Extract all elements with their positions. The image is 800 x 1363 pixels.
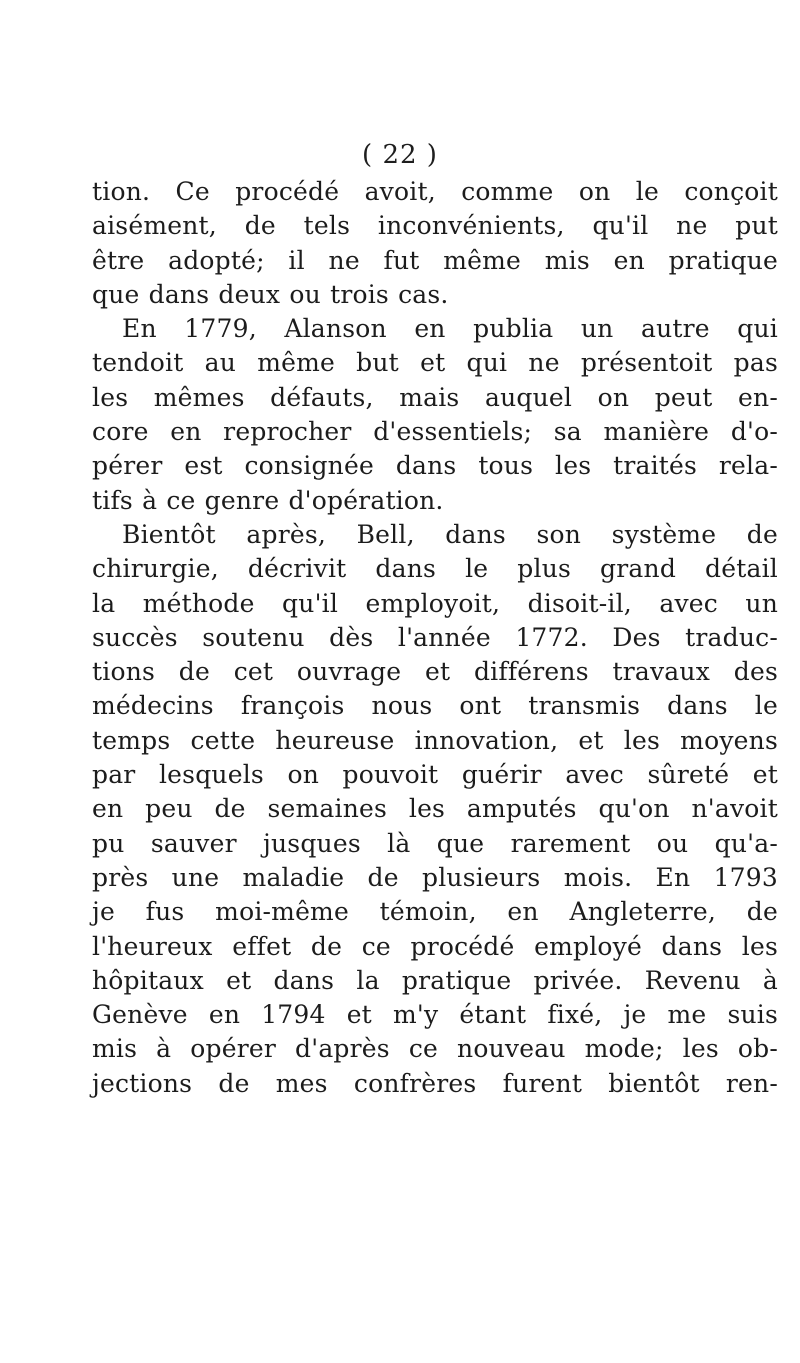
text-line: tendoit au même but et qui ne présentoit pas	[92, 348, 778, 378]
text-line: pérer est consignée dans tous les traités rela-	[92, 451, 778, 481]
text-line: hôpitaux et dans la pratique privée. Revenu à	[92, 965, 778, 995]
text-line: Bientôt après, Bell, dans son système de	[122, 519, 778, 549]
text-line: En 1779, Alanson en publia un autre qui	[122, 314, 778, 344]
text-line: mis à opérer d'après ce nouveau mode; les ob-	[92, 1034, 778, 1064]
text-line: par lesquels on pouvoit guérir avec sûreté et	[92, 760, 778, 790]
text-line: chirurgie, décrivit dans le plus grand détail	[92, 554, 778, 584]
text-line: médecins françois nous ont transmis dans le	[92, 691, 778, 721]
text-line: temps cette heureuse innovation, et les moyens	[92, 725, 778, 755]
text-line: près une maladie de plusieurs mois. En 1793	[92, 862, 778, 892]
text-line: être adopté; il ne fut même mis en pratique	[92, 245, 778, 275]
text-line: l'heureux effet de ce procédé employé dans les	[92, 931, 778, 961]
text-line: la méthode qu'il employoit, disoit-il, avec un	[92, 588, 778, 618]
body-text	[92, 175, 778, 1101]
text-line: que dans deux ou trois cas.	[92, 279, 449, 309]
text-line: en peu de semaines les amputés qu'on n'avoit	[92, 794, 778, 824]
text-line: tion. Ce procédé avoit, comme on le conçoit	[92, 177, 778, 206]
text-line: succès soutenu dès l'année 1772. Des traduc-	[92, 622, 778, 652]
text-line: pu sauver jusques là que rarement ou qu'a-	[92, 828, 778, 858]
page-number: ( 22 )	[362, 140, 438, 170]
text-line: aisément, de tels inconvénients, qu'il ne put	[92, 211, 778, 241]
text-line: je fus moi-même témoin, en Angleterre, de	[92, 897, 778, 927]
text-line: tifs à ce genre d'opération.	[92, 485, 444, 515]
text-line: core en reprocher d'essentiels; sa manière d'o-	[92, 417, 778, 447]
text-line: Genève en 1794 et m'y étant fixé, je me suis	[92, 1000, 778, 1030]
text-line: tions de cet ouvrage et différens travaux des	[92, 657, 778, 687]
text-line: jections de mes confrères furent bientôt ren-	[92, 1068, 778, 1098]
text-line: les mêmes défauts, mais auquel on peut en-	[92, 382, 778, 412]
